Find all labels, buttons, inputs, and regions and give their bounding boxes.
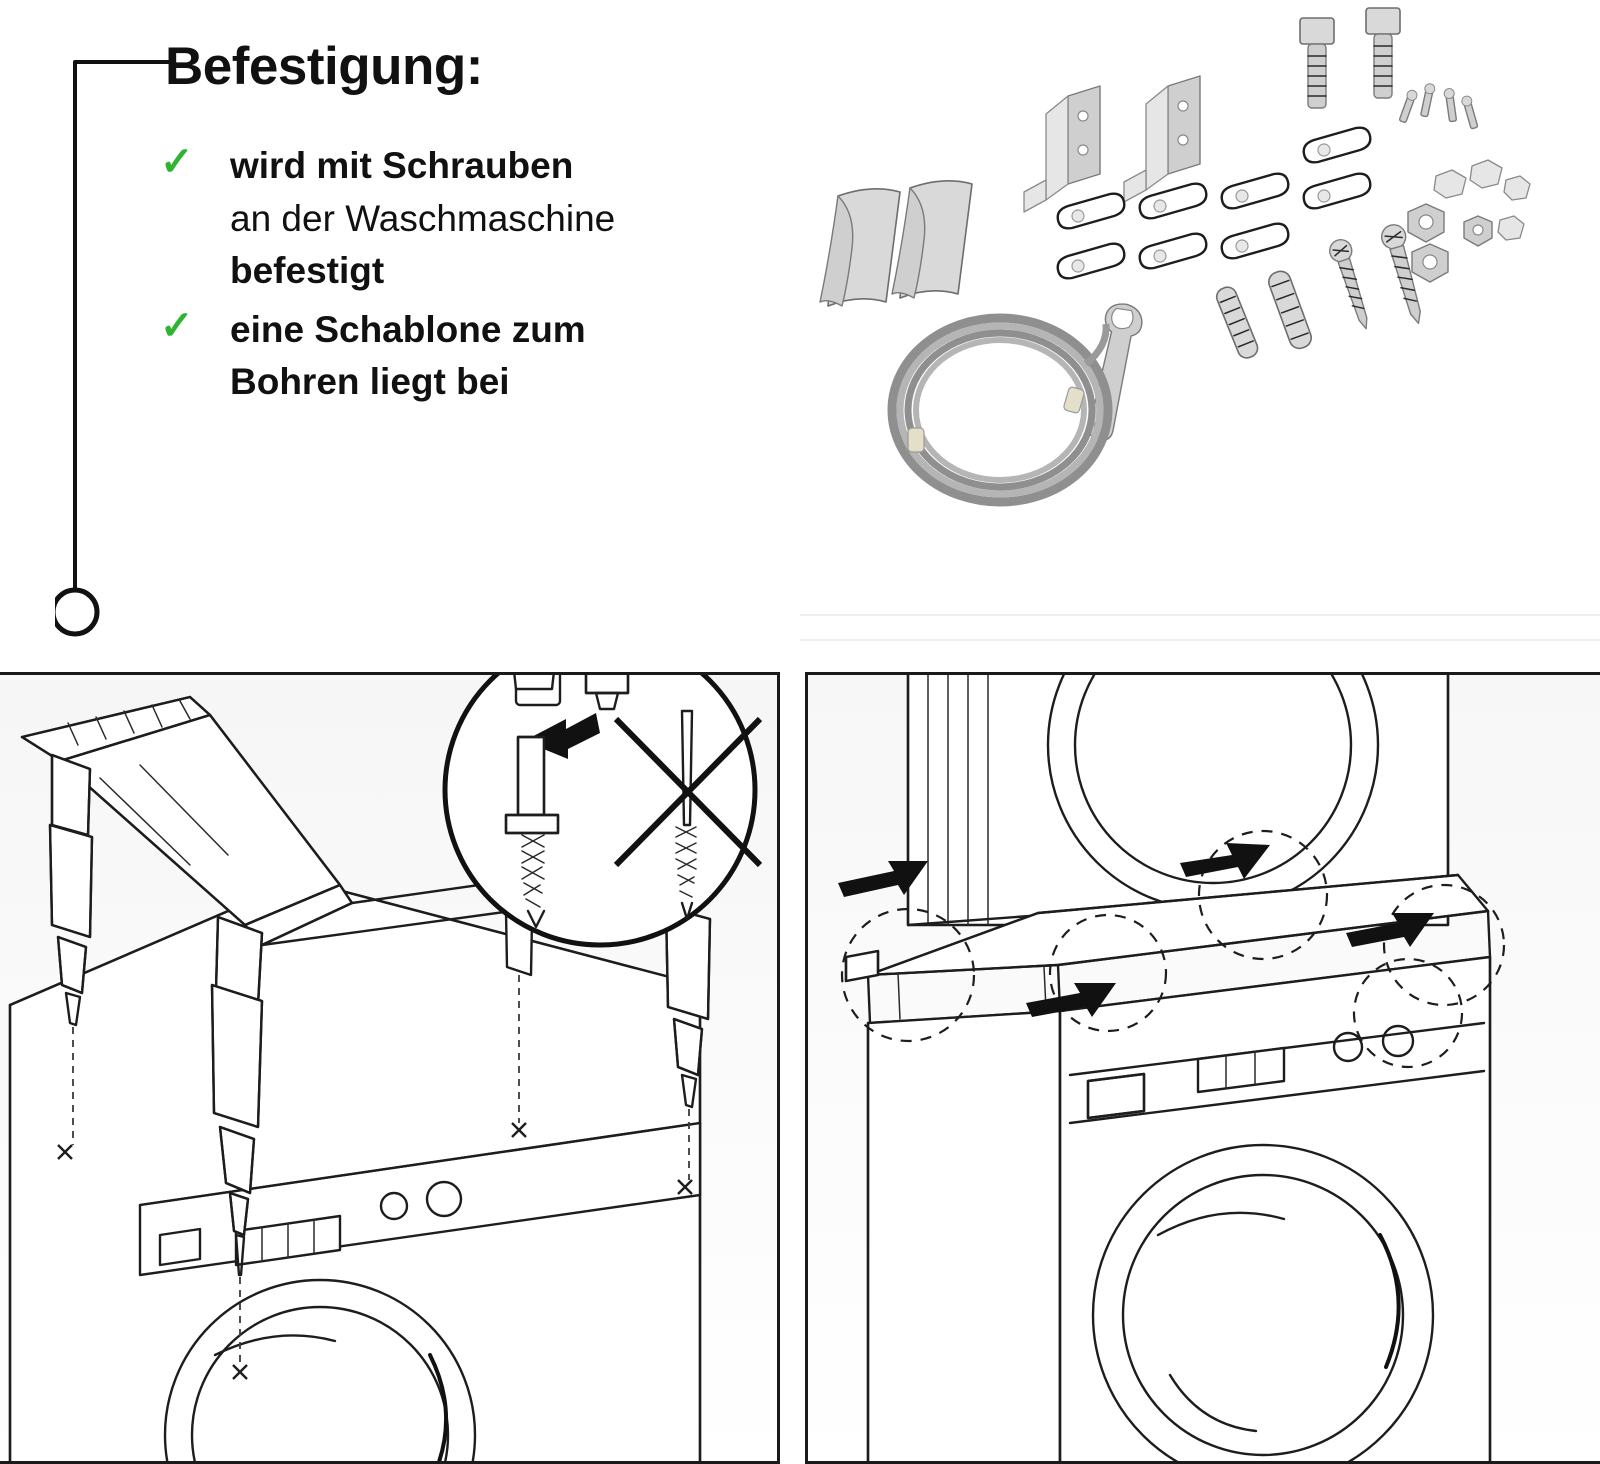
white-plastic-clamp bbox=[1222, 224, 1289, 259]
grey-plastic-half-shell bbox=[820, 189, 900, 306]
white-plastic-clamp bbox=[1304, 174, 1371, 209]
metal-angle-bracket bbox=[1024, 86, 1100, 212]
list-item bbox=[160, 140, 840, 298]
drilling-step-illustration bbox=[0, 672, 780, 1464]
white-plastic-clamp bbox=[1222, 174, 1289, 209]
washing-machine-bottom bbox=[868, 957, 1490, 1464]
mounting-hardware-kit bbox=[800, 0, 1600, 660]
grey-square-head-bolt bbox=[1366, 8, 1400, 98]
wood-screw bbox=[1327, 237, 1377, 332]
white-plastic-clamp bbox=[1058, 194, 1125, 229]
metal-angle-bracket bbox=[1124, 76, 1200, 202]
white-plastic-clamp bbox=[1304, 128, 1371, 163]
hex-nuts bbox=[1408, 204, 1492, 282]
bullet-line: an der Waschmaschine bbox=[230, 197, 616, 239]
steel-wire-rope-coil bbox=[892, 318, 1108, 502]
check-icon: ✓ bbox=[160, 303, 194, 348]
small-screws-bundle bbox=[1398, 83, 1480, 130]
bullet-line: eine Schablone zum bbox=[230, 308, 586, 350]
white-plastic-clamp bbox=[1140, 184, 1207, 219]
bullet-line: befestigt bbox=[230, 250, 385, 292]
bullet-line: Bohren liegt bei bbox=[230, 361, 510, 403]
callout-leader-line bbox=[55, 50, 175, 650]
grey-plastic-half-shell bbox=[892, 181, 972, 298]
bullet-line: wird mit Schrauben bbox=[230, 145, 574, 186]
white-plastic-clamp bbox=[1140, 234, 1207, 269]
list-item bbox=[160, 304, 840, 409]
wall-plug-dowel bbox=[1266, 268, 1314, 351]
feature-bullet-list bbox=[160, 140, 840, 415]
page-title: Befestigung: bbox=[165, 37, 483, 96]
white-plastic-clamp bbox=[1058, 244, 1125, 279]
stacking-kit-mounted-illustration bbox=[805, 672, 1600, 1464]
washing-machine-top bbox=[10, 880, 700, 1464]
check-icon: ✓ bbox=[160, 140, 194, 184]
top-info-section bbox=[0, 0, 1600, 680]
grey-square-head-bolt bbox=[1300, 18, 1334, 108]
wall-plug-dowel bbox=[1214, 285, 1260, 361]
